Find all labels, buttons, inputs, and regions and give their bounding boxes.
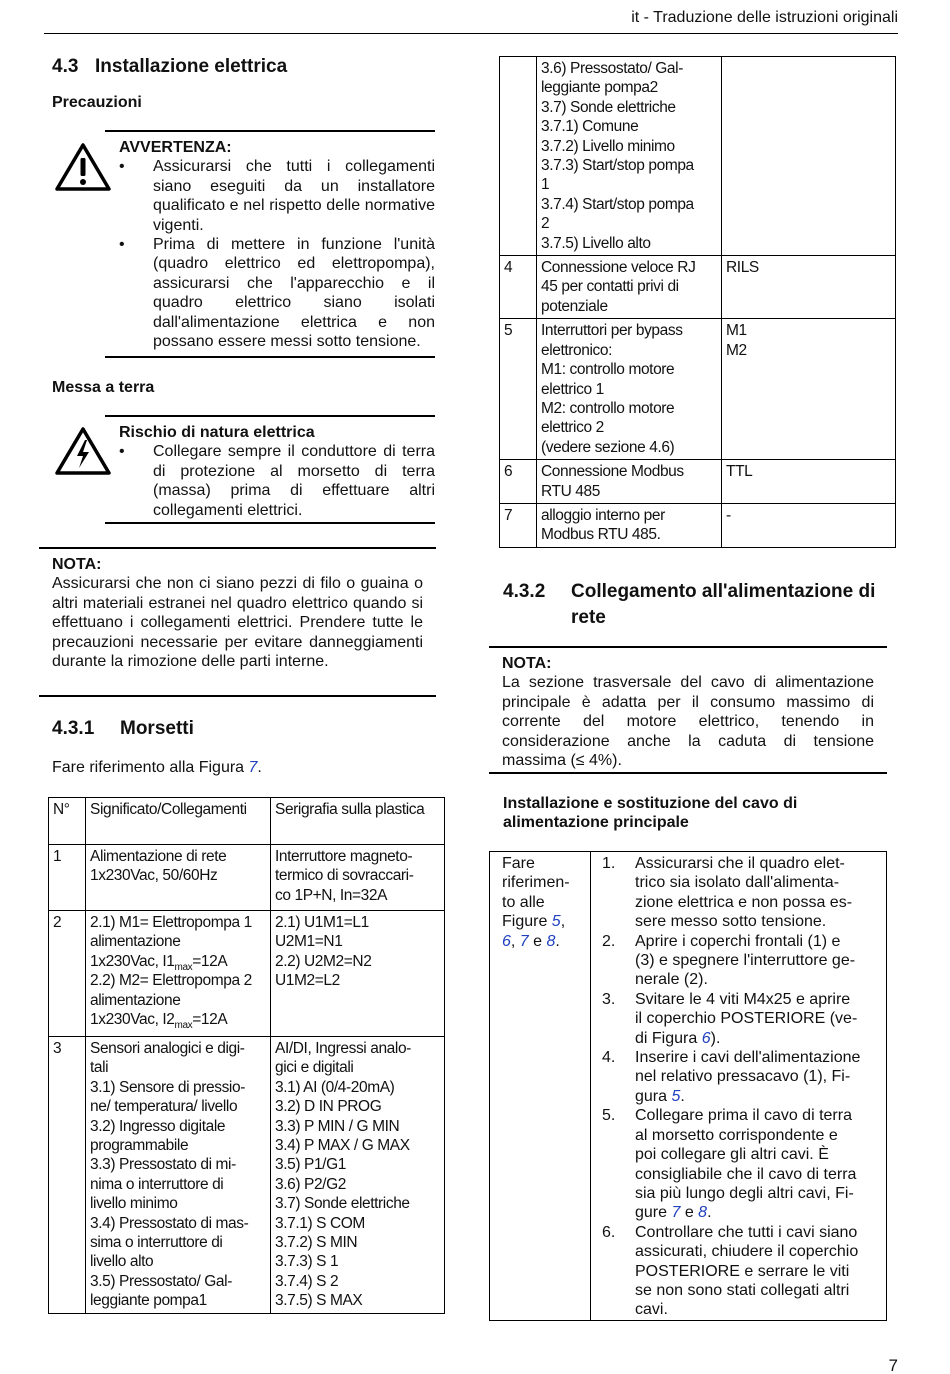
cell-marking	[722, 503, 896, 547]
cell-line: TTL	[726, 463, 753, 481]
cell-line: 3.7.1) Comune	[541, 118, 639, 136]
cell-line: elettronico:	[541, 341, 613, 359]
cell-marking	[722, 460, 896, 504]
note-title: NOTA:	[52, 556, 102, 573]
note-box-1	[39, 547, 436, 697]
cell-line: 3.5) Pressostato/ Gal-	[90, 1272, 232, 1290]
note-box-2	[489, 646, 887, 774]
cell-line: 3.7.2) Livello minimo	[541, 137, 675, 155]
cell-line: -	[726, 506, 731, 524]
step-text	[635, 1223, 858, 1320]
precauzioni-heading: Precauzioni	[52, 94, 142, 111]
bullet-item: • Prima di mettere in funzione l'unità (quadro elettrico ed elettropompa), assicurarsi che l'apparecchio e il quadro elettrico siano isolati dall'alimentazione elettrica e non possano essere messi sotto tensione.	[119, 236, 435, 351]
cell-meaning	[537, 319, 722, 460]
cell-marking	[722, 57, 896, 256]
cell-line: 3.7.5) S MAX	[275, 1292, 363, 1310]
cell-line: ne/ temperatura/ livello	[90, 1098, 238, 1116]
cell-line: Modbus RTU 485.	[541, 526, 661, 544]
steps-table	[489, 851, 887, 1321]
cell-marking	[722, 319, 896, 460]
cell-meaning	[537, 503, 722, 547]
cell-line: RTU 485	[541, 482, 600, 500]
cell-line: 3.7) Sonde elettriche	[275, 1195, 410, 1213]
step-line: poi collegare gli altri cavi. È	[635, 1146, 829, 1164]
cell-number: 1	[49, 845, 86, 911]
page-number: 7	[888, 1356, 898, 1374]
step-line: cavi.	[635, 1301, 668, 1319]
cell-line: 3.7) Sonde elettriche	[541, 98, 676, 116]
step-line: nerale (2).	[635, 971, 708, 989]
warning-box-terra	[105, 415, 435, 524]
bullet-item: • Collegare sempre il conduttore di terra di protezione al morsetto di terra (massa) prima di effettuare altri collegamenti elettrici.	[119, 443, 435, 519]
step-line: gura 5.	[635, 1087, 685, 1105]
step-number: 2.	[602, 932, 616, 950]
cell-line: M1	[726, 322, 747, 340]
step-line: Inserire i cavi dell'alimentazione	[635, 1049, 861, 1067]
step-line: se non sono stati collegati altri	[635, 1281, 850, 1299]
figure-link[interactable]: 6	[502, 932, 511, 950]
cell-line: M1: controllo motore	[541, 361, 675, 379]
figure-link[interactable]: 6	[701, 1029, 711, 1047]
cell-line: alloggio interno per	[541, 506, 665, 524]
cell-line: 3.7.2) S MIN	[275, 1234, 358, 1252]
step-number: 3.	[602, 990, 616, 1008]
cell-number: 4	[500, 256, 537, 319]
table-row	[500, 460, 896, 504]
table-header-row	[49, 798, 445, 845]
cell-line: leggiante pompa1	[90, 1292, 207, 1310]
header-cell: N°	[49, 798, 86, 845]
cell-line: elettrico 2	[541, 419, 604, 437]
step-line: di Figura 6).	[635, 1029, 721, 1047]
figure-link[interactable]: 5	[671, 1087, 681, 1105]
step-line: (3) e spegnere l'interruttore ge-	[635, 952, 856, 970]
step-item	[602, 1106, 886, 1222]
cell-line: 3.6) P2/G2	[275, 1175, 346, 1193]
note-body: Assicurarsi che non ci siano pezzi di filo o guaina o altri materiali estranei nel quadro elettrico quando si effettuano i collegamenti elettrici. Prendere tutte le precauzioni necessarie per evitare danneggiamenti durante la rimozione delle parti interne.	[52, 575, 423, 671]
cell-marking: Interruttore magneto- termico di sovraccari- co 1P+N, In=32A	[271, 845, 445, 911]
step-item	[602, 854, 886, 932]
step-number: 5.	[602, 1107, 616, 1125]
cell-line: livello alto	[90, 1253, 154, 1271]
cell-line: 3.2) D IN PROG	[275, 1098, 382, 1116]
cell-number: 2	[49, 911, 86, 1037]
cell-line: livello minimo	[90, 1195, 178, 1213]
header-title: it - Traduzione delle istruzioni originali	[631, 9, 898, 26]
cell-number	[500, 57, 537, 256]
morsetti-intro: Fare riferimento alla Figura 7.	[52, 759, 262, 776]
step-line: consigliabile che il cavo di terra	[635, 1165, 857, 1183]
cell-line: 3.6) Pressostato/ Gal-	[541, 60, 683, 77]
figure-link[interactable]: 7	[671, 1204, 681, 1222]
cell-line: programmabile	[90, 1137, 189, 1155]
note-body: La sezione trasversale del cavo di alimentazione principale è adatta per il consumo massimo di corrente del motore elettrico, tenendo in considerazione anche la caduta di tensione massima (≤ 4%).	[502, 674, 874, 770]
cell-meaning: 2.1) M1= Elettropompa 1 alimentazione 1x230Vac, $I1_{max}=12A$ 2.2) M2= Elettropompa 2 alimentazione 1x230Vac, $I2_{max}=12A$	[86, 911, 271, 1037]
step-line: Collegare prima il cavo di terra	[635, 1107, 852, 1125]
step-line: il coperchio POSTERIORE (ve-	[635, 1010, 858, 1028]
step-text	[635, 1048, 860, 1106]
figure-link[interactable]: 5	[551, 913, 561, 931]
cell-line: 3.1) Sensore di pressio-	[90, 1078, 245, 1096]
warning-box-precauzioni	[105, 130, 435, 358]
note-title: NOTA:	[502, 655, 552, 672]
table-row	[49, 911, 445, 1037]
step-number: 1.	[602, 855, 616, 872]
steps-list	[602, 854, 886, 1320]
cell-meaning	[86, 1037, 271, 1314]
cell-number: 5	[500, 319, 537, 460]
section-title-4-3	[52, 57, 287, 76]
bullet-item: • Assicurarsi che tutti i collegamenti siano eseguiti da un installatore qualificato e nel rispetto delle normative vigenti.	[119, 158, 435, 234]
table-row	[500, 319, 896, 460]
cell-line: 3.7.4) S 2	[275, 1272, 339, 1290]
table-row	[500, 503, 896, 547]
cell-number: 3	[49, 1037, 86, 1314]
step-line: Assicurarsi che il quadro elet-	[635, 855, 845, 872]
step-line: gure 7 e 8.	[635, 1204, 712, 1222]
cell-line: 45 per contatti privi di	[541, 278, 679, 296]
cell-meaning: Alimentazione di rete 1x230Vac, 50/60Hz	[86, 845, 271, 911]
cell-line: 3.1) AI (0/4-20mA)	[275, 1078, 395, 1096]
warning-title: Rischio di natura elettrica	[119, 424, 315, 441]
figure-link[interactable]: 8	[546, 932, 556, 950]
cell-line: 3.5) P1/G1	[275, 1156, 346, 1174]
cell-line: Connessione Modbus	[541, 463, 684, 481]
step-line: assicurati, chiudere il coperchio	[635, 1243, 859, 1261]
terminals-table-continued	[499, 56, 896, 548]
cell-line: potenziale	[541, 297, 608, 315]
step-text	[635, 990, 857, 1048]
step-number: 6.	[602, 1223, 616, 1241]
cell-line: AI/DI, Ingressi analo-	[275, 1040, 411, 1057]
step-line: Controllare che tutti i cavi siano	[635, 1223, 858, 1241]
cell-line: nima o interruttore di	[90, 1175, 224, 1193]
cell-line: 3.7.4) Start/stop pompa	[541, 195, 694, 213]
figure-link[interactable]: 7	[248, 759, 258, 776]
table-row	[500, 57, 896, 256]
cell-meaning	[537, 57, 722, 256]
step-item	[602, 990, 886, 1048]
step-line: Aprire i coperchi frontali (1) e	[635, 932, 841, 950]
cell-line: sima o interruttore di	[90, 1234, 223, 1252]
cell-line: leggiante pompa2	[541, 79, 658, 97]
terminals-table	[48, 797, 445, 1314]
cell-line: elettrico 1	[541, 380, 604, 398]
cell-meaning	[537, 256, 722, 319]
cell-line: 3.3) P MIN / G MIN	[275, 1117, 400, 1135]
figure-link[interactable]: 7	[519, 932, 529, 950]
step-line: nel relativo pressacavo (1), Fi-	[635, 1068, 851, 1086]
cell-line: 3.4) Pressostato di mas-	[90, 1214, 249, 1232]
cell-marking: 2.1) U1M1=L1 U2M1=N1 2.2) U2M2=N2 U1M2=L2	[271, 911, 445, 1037]
step-line: sere messo sotto tensione.	[635, 913, 827, 931]
electrical-hazard-icon	[55, 427, 111, 480]
cell-line: Interruttori per bypass	[541, 322, 683, 340]
cell-line: 2	[541, 215, 550, 233]
cell-number: 6	[500, 460, 537, 504]
cell-marking	[271, 1037, 445, 1314]
cell-line: RILS	[726, 259, 759, 277]
cell-line: 3.7.3) S 1	[275, 1253, 339, 1271]
header-cell: Serigrafia sulla plastica	[271, 798, 445, 845]
cell-line: tali	[90, 1059, 109, 1077]
table-row	[49, 845, 445, 911]
step-line: zione elettrica e non possa es-	[635, 893, 853, 911]
section-number: 4.3	[52, 56, 79, 77]
cell-meaning	[537, 460, 722, 504]
step-line: Svitare le 4 viti M4x25 e aprire	[635, 990, 851, 1008]
step-item	[602, 1223, 886, 1320]
cell-line: 3.4) P MAX / G MAX	[275, 1137, 410, 1155]
step-text	[635, 1106, 856, 1222]
cell-line: Sensori analogici e digi-	[90, 1040, 245, 1057]
cell-line: 3.7.5) Livello alto	[541, 234, 651, 252]
install-heading: Installazione e sostituzione del cavo di alimentazione principale	[503, 795, 798, 832]
step-item	[602, 1048, 886, 1106]
header-rule	[44, 33, 898, 34]
warning-triangle-icon	[55, 143, 111, 196]
figure-link[interactable]: 8	[698, 1204, 708, 1222]
step-line: al morsetto corrispondente e	[635, 1126, 838, 1144]
cell-line: M2	[726, 341, 747, 359]
step-line: sia più lungo degli altri cavi, Fi-	[635, 1184, 854, 1202]
cell-marking	[722, 256, 896, 319]
step-line: trico sia isolato dall'alimenta-	[635, 874, 840, 892]
steps-left-cell: Fare riferimen- to alle Figure 5, 6, 7 e 8.	[490, 852, 591, 1320]
step-text	[635, 932, 855, 990]
section-title-4-3-2: 4.3.2 Collegamento all'alimentazione di rete	[503, 581, 876, 628]
table-row	[500, 256, 896, 319]
cell-line: 3.2) Ingresso digitale	[90, 1117, 226, 1135]
header-cell: Significato/Collegamenti	[86, 798, 271, 845]
cell-number: 7	[500, 503, 537, 547]
cell-line: (vedere sezione 4.6)	[541, 438, 675, 456]
section-title-4-3-1: 4.3.1 Morsetti	[52, 718, 194, 739]
step-number: 4.	[602, 1049, 616, 1067]
cell-line: 3.3) Pressostato di mi-	[90, 1156, 236, 1174]
cell-line: gici e digitali	[275, 1059, 354, 1077]
step-text	[635, 854, 852, 932]
section-title: Installazione elettrica	[95, 56, 288, 77]
messa-a-terra-heading: Messa a terra	[52, 379, 155, 396]
cell-line: M2: controllo motore	[541, 399, 675, 417]
cell-line: 3.7.3) Start/stop pompa	[541, 157, 694, 175]
cell-line: Connessione veloce RJ	[541, 259, 696, 277]
cell-line: 1	[541, 176, 550, 194]
step-line: POSTERIORE e serrare le viti	[635, 1262, 850, 1280]
step-item	[602, 932, 886, 990]
cell-line: 3.7.1) S COM	[275, 1214, 365, 1232]
table-row	[49, 1037, 445, 1314]
warning-title: AVVERTENZA:	[119, 139, 232, 156]
